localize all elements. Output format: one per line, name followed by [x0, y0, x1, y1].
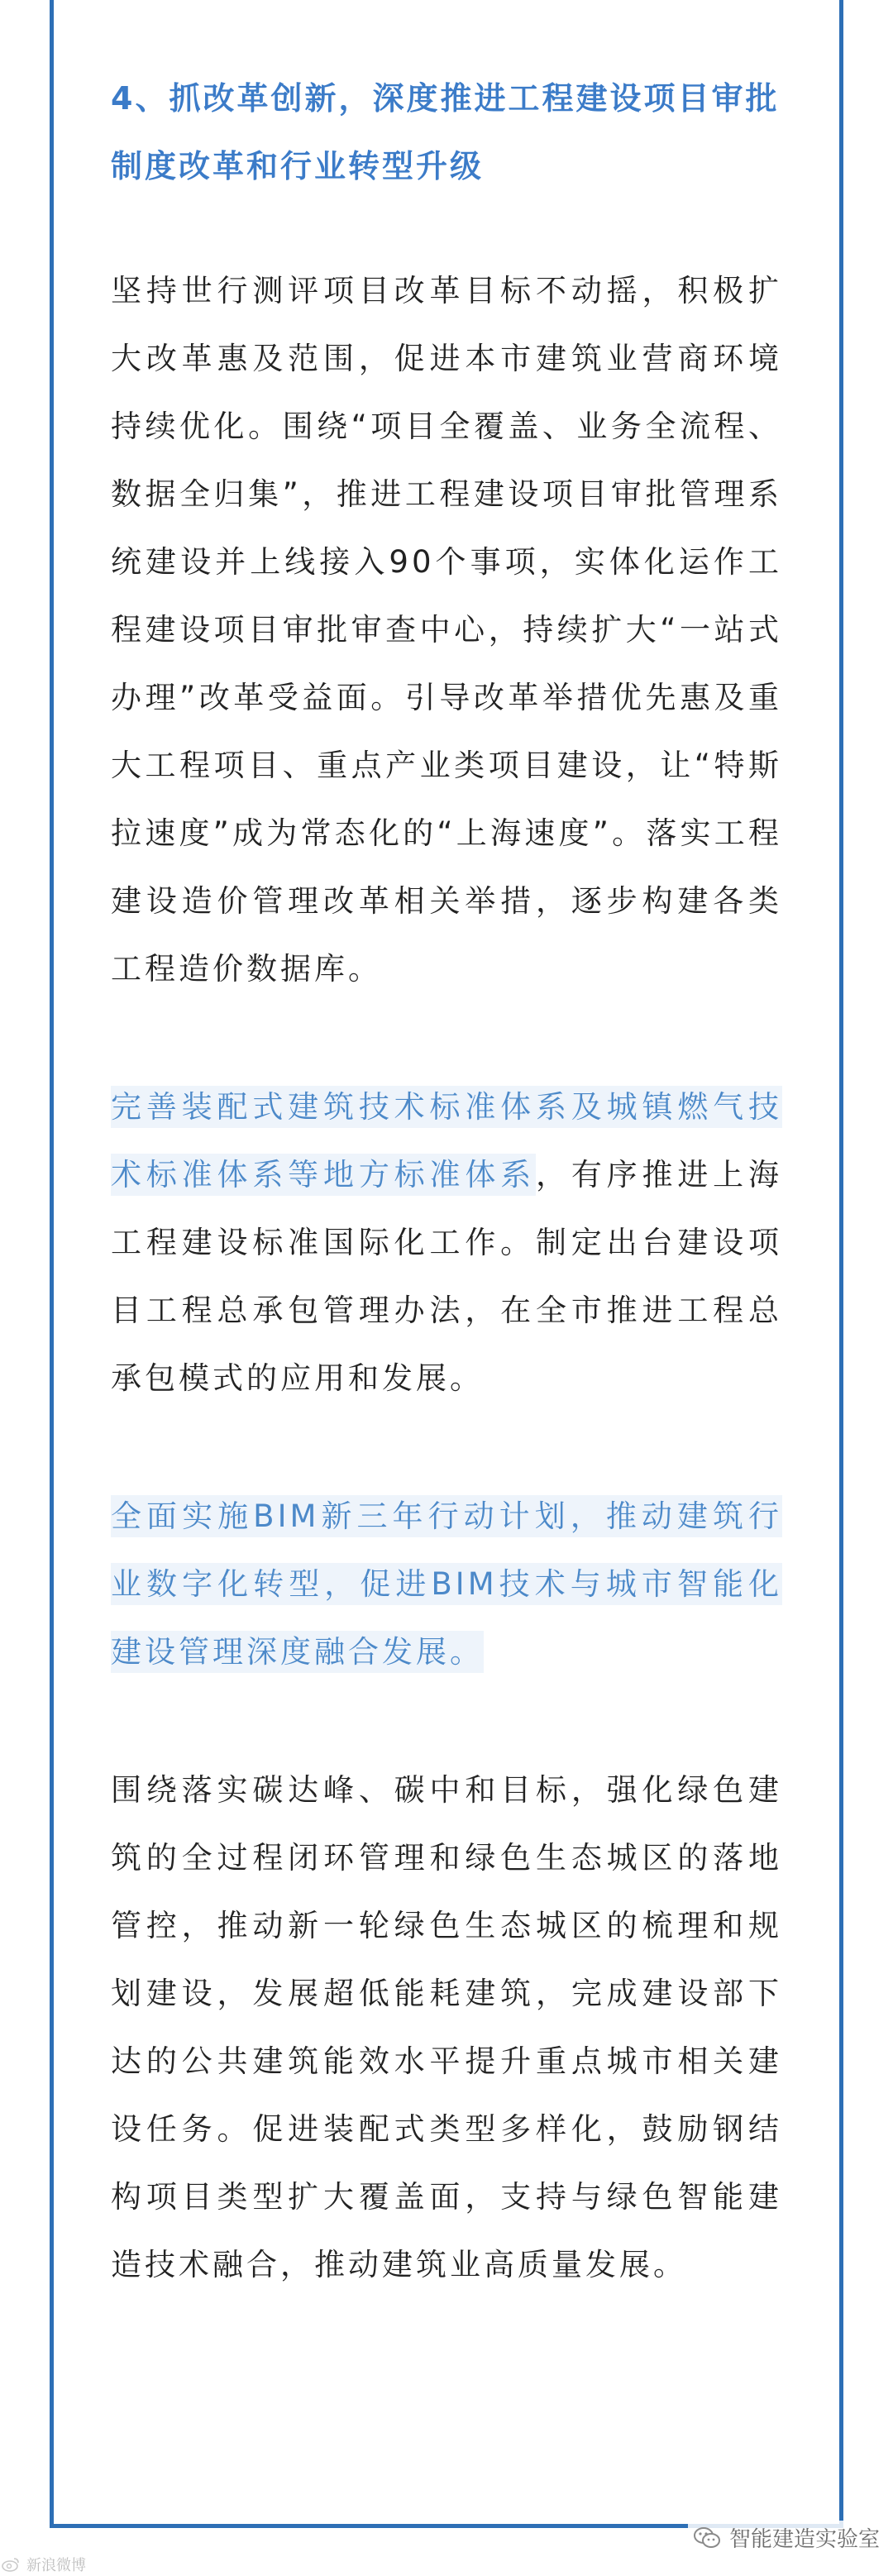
- paragraph-green-building: 围绕落实碳达峰、碳中和目标，强化绿色建筑的全过程闭环管理和绿色生态城区的落地管控，推动新一轮绿色生态城区的梳理和规划建设，发展超低能耗建筑，完成建设部下达的公共建筑能效水平提升重点城市相关建设任务。促进装配式类型多样化，鼓励钢结构项目类型扩大覆盖面，支持与绿色智能建造技术融合，推动建筑业高质量发展。: [111, 1772, 782, 2282]
- weibo-icon: [2, 2557, 20, 2572]
- wechat-icon: [693, 2526, 721, 2550]
- paragraph-standards-rest: ，有序推进上海工程建设标准国际化工作。制定出台建设项目工程总承包管理办法，在全市推进工程总承包模式的应用和发展。: [111, 1157, 782, 1396]
- paragraph-reform: 坚持世行测评项目改革目标不动摇，积极扩大改革惠及范围，促进本市建筑业营商环境持续优化。围绕“项目全覆盖、业务全流程、数据全归集”，推进工程建设项目审批管理系统建设并上线接入90个事项，实体化运作工程建设项目审批审查中心，持续扩大“一站式办理”改革受益面。引导改革举措优先惠及重大工程项目、重点产业类项目建设，让“特斯拉速度”成为常态化的“上海速度”。落实工程建设造价管理改革相关举措，逐步构建各类工程造价数据库。: [111, 273, 782, 987]
- wechat-watermark: [688, 2521, 885, 2554]
- highlight-standards: 完善装配式建筑技术标准体系及城镇燃气技术标准体系等地方标准体系: [111, 1086, 782, 1196]
- article-content: [111, 65, 782, 2299]
- wechat-watermark-text: 智能建造实验室: [728, 2527, 880, 2552]
- paragraph-bim: [111, 1483, 782, 1686]
- weibo-watermark: [2, 2554, 86, 2575]
- section-heading: 4、抓改革创新，深度推进工程建设项目审批制度改革和行业转型升级: [111, 80, 780, 184]
- highlight-bim: 全面实施BIM新三年行动计划，推动建筑行业数字化转型，促进BIM技术与城市智能化建设管理深度融合发展。: [111, 1495, 782, 1673]
- weibo-watermark-text: 新浪微博: [26, 2557, 86, 2574]
- paragraph-standards: [111, 1073, 782, 1412]
